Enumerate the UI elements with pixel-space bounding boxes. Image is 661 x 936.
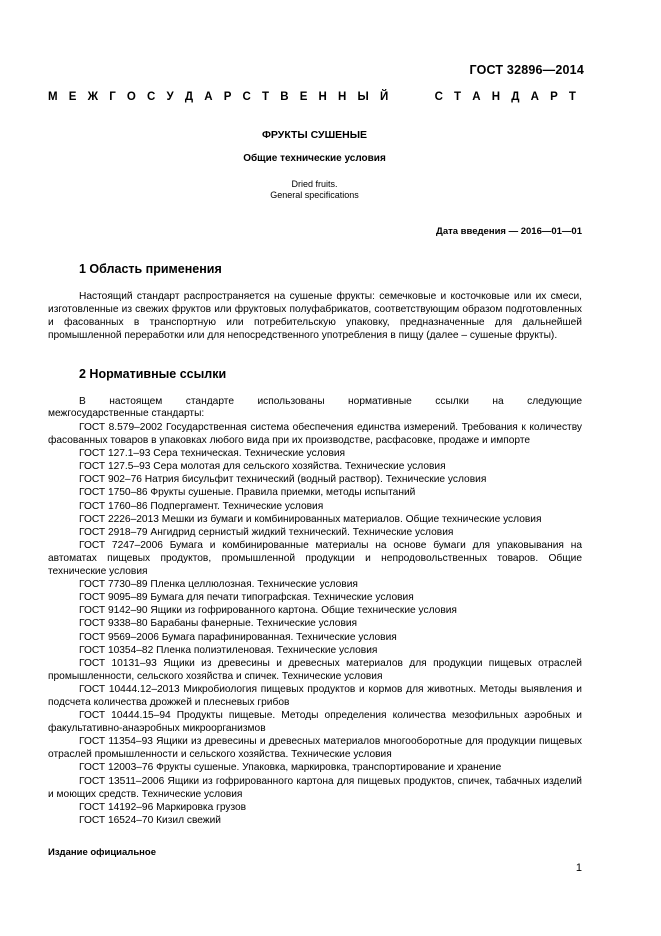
heading-letter: О: [126, 91, 136, 103]
heading-letter: Р: [550, 91, 558, 103]
heading-letter: Е: [299, 91, 308, 103]
introduction-date: Дата введения — 2016—01—01: [436, 226, 582, 237]
reference-item: ГОСТ 11354–93 Ящики из древесины и древесных материалов многооборотные для продукции пищевых отраслей промышленности и сельского хозяйства. Технические условия: [48, 736, 582, 761]
page-number: 1: [575, 862, 582, 874]
reference-item: ГОСТ 8.579–2002 Государственная система обеспечения единства измерений. Требования к количеству фасованных товаров в упаковках любого вида при их производстве, расфасовке, продаже и импорте: [48, 422, 582, 447]
heading-letter: А: [472, 91, 481, 103]
heading-letter: Ы: [357, 91, 369, 103]
reference-item: ГОСТ 7247–2006 Бумага и комбинированные материалы на основе бумаги для упаковывания на автоматах пищевых продуктов, промышленной продукции и непродовольственных товаров. Общие технические условия: [48, 539, 582, 578]
heading-letter: Г: [109, 91, 116, 103]
official-edition-note: Издание официальное: [48, 847, 156, 858]
section-2-intro-line2: межгосударственные стандарты:: [48, 408, 205, 419]
heading-letter: М: [48, 91, 58, 103]
reference-item: ГОСТ 16524–70 Кизил свежий: [79, 814, 221, 826]
heading-letter: Й: [379, 91, 389, 103]
reference-item: ГОСТ 127.1–93 Сера техническая. Технические условия: [79, 448, 346, 460]
reference-item: ГОСТ 902–76 Натрия бисульфит технический (водный раствор). Технические условия: [79, 474, 487, 486]
reference-item: ГОСТ 10354–82 Пленка полиэтиленовая. Технические условия: [79, 644, 378, 656]
section-2-intro-line1: В настоящем стандарте использованы нормативные ссылки на следующие: [79, 396, 582, 407]
reference-item: ГОСТ 10131–93 Ящики из древесины и древесных материалов для продукции пищевых отраслей промышленности, сельского хозяйства и спичек. Технические условия: [48, 657, 582, 682]
reference-item: ГОСТ 14192–96 Маркировка грузов: [79, 801, 247, 813]
heading-letter: Д: [184, 91, 194, 103]
reference-item: ГОСТ 9142–90 Ящики из гофрированного картона. Общие технические условия: [79, 605, 457, 617]
section-2-heading: 2 Нормативные ссылки: [79, 367, 227, 381]
heading-letter: Н: [491, 91, 501, 103]
heading-letter: Н: [318, 91, 327, 103]
heading-letter: С: [242, 91, 251, 103]
section-1-heading: 1 Область применения: [79, 262, 222, 276]
interstate-standard-heading: [48, 91, 576, 103]
heading-letter: У: [166, 91, 174, 103]
gost-number: ГОСТ 32896—2014: [469, 63, 584, 77]
heading-letter: Е: [68, 91, 77, 103]
heading-letter: Т: [454, 91, 462, 103]
reference-item: ГОСТ 7730–89 Пленка целлюлозная. Технические условия: [79, 579, 358, 591]
reference-item: ГОСТ 127.5–93 Сера молотая для сельского хозяйства. Технические условия: [79, 461, 446, 473]
reference-item: ГОСТ 1750–86 Фрукты сушеные. Правила приемки, методы испытаний: [79, 487, 416, 499]
normative-references-list: [48, 421, 582, 827]
document-subtitle: Общие технические условия: [243, 153, 386, 164]
english-subtitle: General specifications: [270, 190, 359, 200]
word-gap: [399, 91, 423, 103]
reference-item: ГОСТ 2226–2013 Мешки из бумаги и комбинированных материалов. Общие технические условия: [79, 513, 542, 525]
heading-letter: Т: [568, 91, 576, 103]
reference-item: ГОСТ 1760–86 Подпергамент. Технические условия: [79, 500, 324, 512]
reference-item: ГОСТ 13511–2006 Ящики из гофрированного картона для пищевых продуктов, спичек, табачных изделий и моющих средств. Технические условия: [48, 775, 582, 800]
heading-letter: Т: [262, 91, 270, 103]
heading-letter: Д: [511, 91, 520, 103]
reference-item: ГОСТ 10444.15–94 Продукты пищевые. Методы определения количества мезофильных аэробных и факультативно-анаэробных микроорганизмов: [48, 710, 582, 735]
reference-item: ГОСТ 9095–89 Бумага для печати типографская. Технические условия: [79, 592, 414, 604]
heading-letter: Н: [338, 91, 347, 103]
reference-item: ГОСТ 2918–79 Ангидрид сернистый жидкий технический. Технические условия: [79, 526, 454, 538]
reference-item: ГОСТ 10444.12–2013 Микробиология пищевых продуктов и кормов для животных. Методы выявления и подсчета количества дрожжей и плесневых грибов: [48, 683, 582, 708]
english-title: Dried fruits.: [291, 179, 338, 189]
document-title: ФРУКТЫ СУШЕНЫЕ: [261, 129, 368, 141]
heading-letter: С: [434, 91, 443, 103]
heading-letter: Р: [223, 91, 232, 103]
reference-item: ГОСТ 9569–2006 Бумага парафинированная. Технические условия: [79, 631, 397, 643]
heading-letter: А: [204, 91, 213, 103]
reference-item: ГОСТ 9338–80 Барабаны фанерные. Технические условия: [79, 618, 358, 630]
section-1-text: Настоящий стандарт распространяется на сушеные фрукты: семечковые и косточковые или их смеси, изготовленные из свежих фруктов или фруктовых полуфабрикатов, соответствующим образом подготовленных и фасованных в транспортную или потребительскую упаковку, предназначенные для дальнейшей промышленной переработки или для непосредственного употребления в пищу (далее – сушеные фрукты).: [48, 291, 582, 342]
heading-letter: В: [280, 91, 289, 103]
heading-letter: А: [530, 91, 539, 103]
heading-letter: С: [147, 91, 156, 103]
reference-item: ГОСТ 12003–76 Фрукты сушеные. Упаковка, маркировка, транспортирование и хранение: [79, 762, 502, 774]
heading-letter: Ж: [87, 91, 99, 103]
